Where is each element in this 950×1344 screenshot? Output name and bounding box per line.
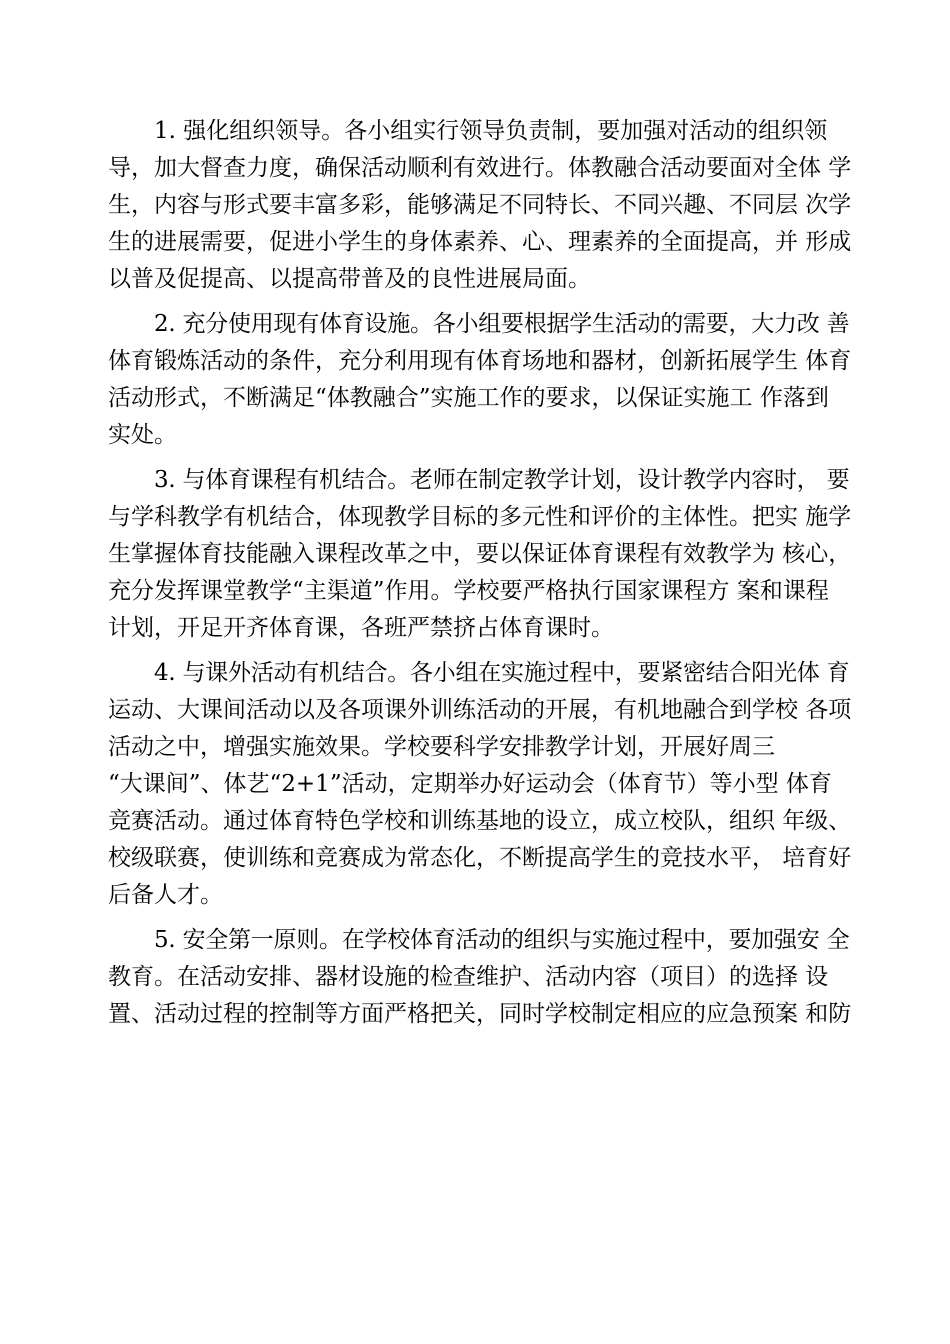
paragraph-line: 置、活动过程的控制等方面严格把关，同时学校制定相应的应急预案 和防 — [108, 1001, 852, 1027]
paragraph-line: 计划，开足开齐体育课，各班严禁挤占体育课时。 — [108, 615, 614, 641]
paragraph-line: 竞赛活动。通过体育特色学校和训练基地的设立，成立校队，组织 年级、 — [108, 808, 852, 834]
document-page — [108, 113, 853, 1041]
paragraph-line: 生，内容与形式要丰富多彩，能够满足不同特长、不同兴趣、不同层 次学 — [108, 192, 852, 218]
paragraph-line: 以普及促提高、以提高带普及的良性进展局面。 — [108, 266, 591, 292]
paragraph-line: 充分发挥课堂教学“主渠道”作用。学校要严格执行国家课程方 案和课程 — [108, 578, 829, 604]
paragraph-3 — [108, 462, 853, 647]
paragraph-line: 2. 充分使用现有体育设施。各小组要根据学生活动的需要，大力改 善 — [154, 311, 850, 337]
paragraph-line: 实处。 — [108, 422, 177, 448]
paragraph-5 — [108, 922, 853, 1033]
paragraph-line: 生的进展需要，促进小学生的身体素养、心、理素养的全面提高，并 形成 — [108, 229, 852, 255]
paragraph-line: 导，加大督查力度，确保活动顺利有效进行。体教融合活动要面对全体 学 — [108, 155, 852, 181]
paragraph-4 — [108, 655, 853, 914]
paragraph-line: 后备人才。 — [108, 882, 223, 908]
paragraph-1 — [108, 113, 853, 298]
paragraph-line: 活动之中，增强实施效果。学校要科学安排教学计划，开展好周三 — [108, 734, 775, 760]
paragraph-line: 与学科教学有机结合，体现教学目标的多元性和评价的主体性。把实 施学 — [108, 504, 852, 530]
paragraph-line: 3. 与体育课程有机结合。老师在制定教学计划，设计教学内容时， 要 — [154, 467, 850, 493]
paragraph-line: 4. 与课外活动有机结合。各小组在实施过程中，要紧密结合阳光体 育 — [154, 660, 850, 686]
paragraph-line: 体育锻炼活动的条件，充分利用现有体育场地和器材，创新拓展学生 体育 — [108, 348, 852, 374]
paragraph-line: 运动、大课间活动以及各项课外训练活动的开展，有机地融合到学校 各项 — [108, 697, 852, 723]
paragraph-line: 教育。在活动安排、器材设施的检查维护、活动内容（项目）的选择 设 — [108, 964, 829, 990]
paragraph-line: 1. 强化组织领导。各小组实行领导负责制，要加强对活动的组织领 — [154, 118, 828, 144]
paragraph-line: “大课间”、体艺“2+1”活动，定期举办好运动会（体育节）等小型 体育 — [108, 771, 832, 797]
paragraph-2 — [108, 306, 853, 454]
paragraph-line: 校级联赛，使训练和竞赛成为常态化，不断提高学生的竞技水平， 培育好 — [108, 845, 852, 871]
paragraph-line: 活动形式，不断满足“体教融合”实施工作的要求，以保证实施工 作落到 — [108, 385, 829, 411]
paragraph-line: 5. 安全第一原则。在学校体育活动的组织与实施过程中，要加强安 全 — [154, 927, 850, 953]
paragraph-line: 生掌握体育技能融入课程改革之中，要以保证体育课程有效教学为 核心， — [108, 541, 852, 567]
